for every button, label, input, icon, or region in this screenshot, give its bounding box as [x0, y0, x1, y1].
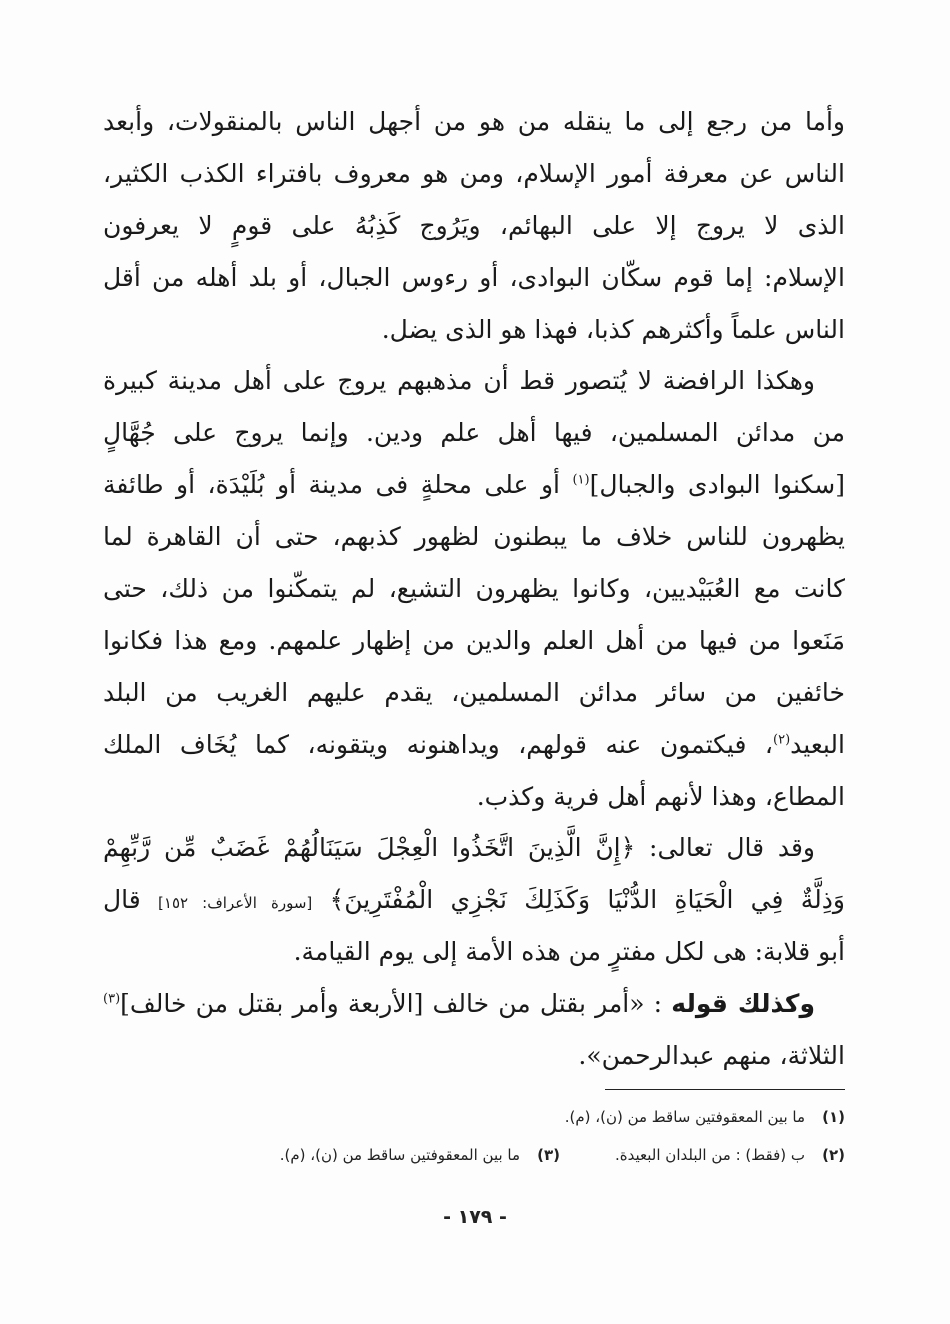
footnote-text: ما بين المعقوفتين ساقط من (ن)، (م). [564, 1108, 805, 1126]
bold-lead-in: وكذلك قوله [671, 989, 816, 1019]
footnote-line [103, 1136, 845, 1174]
text-line [103, 719, 845, 771]
footnote-marker-1: (١) [572, 472, 590, 488]
bracketed-insert: [سكنوا البوادى والجبال] [589, 470, 845, 500]
text-line [103, 459, 845, 511]
text-line: الثلاثة، منهم عبدالرحمن». [578, 1041, 845, 1071]
text-segment: ، فيكتمون عنه قولهم، ويداهنونه ويتقونه، كما يُخَاف الملك [103, 729, 774, 759]
footnote-number: (٣) [537, 1146, 561, 1164]
text-line: وهكذا الرافضة لا يُتصور قط أن مذهبهم يروج على أهل مدينة كبيرة [103, 366, 815, 396]
text-line: مَنَعوا من فيها من أهل العلم والدين من إظهار علمهم. ومع هذا فكانوا [103, 625, 845, 655]
text-line: وأما من رجع إلى ما ينقله من هو من أجهل الناس بالمنقولات، وأبعد [103, 107, 845, 136]
text-line: الناس علماً وأكثرهم كذبا، فهذا هو الذى يضل. [381, 314, 845, 344]
text-segment: البعيد [790, 729, 845, 759]
footnote-text: ما بين المعقوفتين ساقط من (ن)، (م). [279, 1146, 521, 1164]
quran-verse-line [103, 874, 845, 926]
text-line: يظهرون للناس خلاف ما يبطنون لظهور كذبهم، حتى أن القاهرة لما [103, 522, 845, 552]
quran-verse-line: وقد قال تعالى: ﴿إِنَّ الَّذِينَ اتَّخَذُوا الْعِجْلَ سَيَنَالُهُمْ غَضَبٌ مِّن رَّبِّهِمْ [103, 833, 815, 863]
footnote-number: (٢) [822, 1146, 845, 1164]
text-line: من مدائن المسلمين، فيها أهل علم ودين. وإنما يروج على جُهَّالٍ [103, 418, 845, 448]
text-line: الناس عن معرفة أمور الإسلام، ومن هو معروف بافتراء الكذب الكثير، [103, 158, 845, 188]
footnote-line [103, 1098, 845, 1136]
footnote-number: (١) [822, 1108, 845, 1126]
footnote-marker-2: (٢) [773, 732, 791, 748]
page-number: - ١٧٩ - [443, 1206, 507, 1228]
surah-reference: [سورة الأعراف: ١٥٢] [158, 894, 313, 913]
text-line: خائفين من سائر مدائن المسلمين، يقدم عليهم الغريب من البلد [103, 677, 845, 707]
text-line: كانت مع العُبَيْديين، وكانوا يظهرون التشيع، لم يتمكّنوا من ذلك، حتى [103, 574, 845, 604]
text-line: الذى لا يروج إلا على البهائم، ويَرُوج كَذِبُهُ على قومٍ لا يعرفون [103, 210, 845, 240]
text-segment: أو على محلةٍ فى مدينة أو بُلَيْدَة، أو طائفة [103, 470, 560, 500]
footnote-marker-3: (٣) [103, 991, 121, 1007]
footnotes [103, 1098, 845, 1174]
text-segment: قال [103, 885, 141, 915]
footnote-text: ب (فقط) : من البلدان البعيدة. [615, 1146, 805, 1164]
quran-verse-segment: وَذِلَّةٌ فِي الْحَيَاةِ الدُّنْيَا وَكَذَلِكَ نَجْزِي الْمُفْتَرِينَ﴾ [329, 885, 845, 915]
text-line: الإسلام: إما قوم سكّان البوادى، أو رءوس الجبال، أو بلد أهله من أقل [103, 262, 845, 292]
text-line: المطاع، وهذا لأنهم أهل فرية وكذب. [476, 781, 845, 811]
text-line: أبو قلابة: هى لكل مفترٍ من هذه الأمة إلى يوم القيامة. [293, 937, 845, 967]
footnote-separator [605, 1089, 845, 1090]
text-line [103, 978, 845, 1030]
text-segment: : «أمر بقتل من خالف [الأربعة وأمر بقتل من خالف] [120, 989, 663, 1019]
main-text [103, 96, 845, 1082]
